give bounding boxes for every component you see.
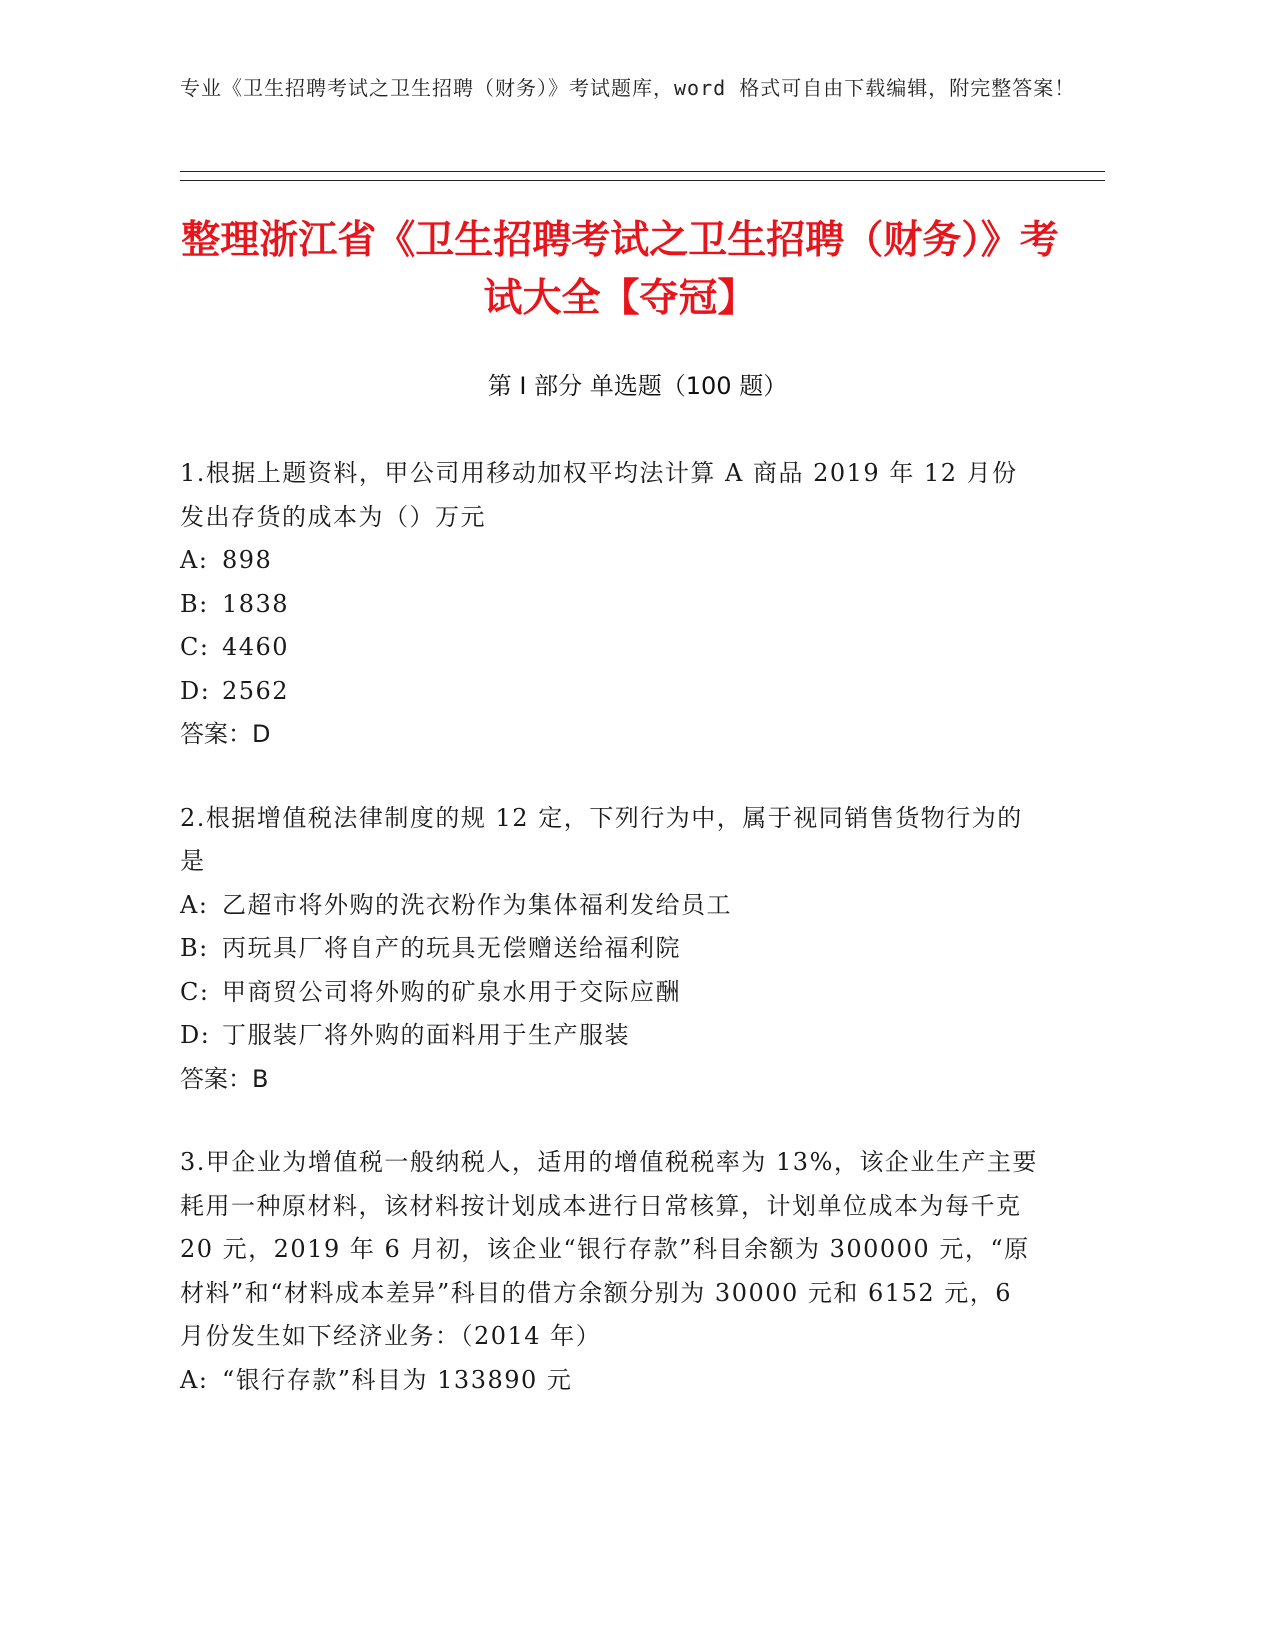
option-text: 甲商贸公司将外购的矿泉水用于交际应酬 [222, 977, 681, 1006]
option-text: 丙玩具厂将自产的玩具无偿赠送给福利院 [222, 934, 681, 962]
option-key: A: [180, 546, 209, 574]
option-b [180, 927, 1040, 971]
option-text: 乙超市将外购的洗衣粉作为集体福利发给员工 [222, 890, 732, 919]
header-rule-top [180, 171, 1105, 172]
option-a [180, 1359, 1040, 1403]
question-list [180, 452, 1040, 1442]
header-note: 专业《卫生招聘考试之卫生招聘（财务）》考试题库，word 格式可自由下载编辑，附完整答案！ [180, 76, 1076, 100]
option-key: D: [180, 676, 211, 705]
option-a [180, 884, 1040, 928]
option-text: “银行存款”科目为 133890 元 [222, 1365, 573, 1394]
option-text: 2562 [222, 676, 290, 705]
option-c [180, 626, 1040, 670]
question-stem: 3.甲企业为增值税一般纳税人，适用的增值税税率为 13%，该企业生产主要耗用一种原材料，该材料按计划成本进行日常核算，计划单位成本为每千克 20 元，2019 年 6 月初，该企业“银行存款”科目余额为 300000 元，“原材料”和“材料成本差异”科目的借方余额分别为 30000 元和 6152 元，6 月份发生如下经济业务：（2014 年） [180, 1148, 1038, 1350]
option-key: C: [180, 633, 210, 661]
option-text: 898 [222, 546, 273, 574]
option-key: D: [180, 1021, 211, 1049]
section-title: 第 I 部分 单选题（100 题） [487, 372, 788, 400]
option-b [180, 583, 1040, 627]
question-3 [180, 1141, 1040, 1402]
header-rule-bottom [180, 180, 1105, 181]
option-text: 丁服装厂将外购的面料用于生产服装 [222, 1021, 630, 1049]
question-1 [180, 452, 1040, 757]
option-key: A: [180, 1365, 209, 1394]
answer-line: 答案：B [180, 1064, 269, 1093]
option-d [180, 1014, 1040, 1058]
option-text: 4460 [222, 633, 290, 661]
question-2 [180, 797, 1040, 1102]
option-key: A: [180, 890, 209, 919]
option-key: B: [180, 934, 209, 962]
answer-line: 答案：D [180, 720, 271, 748]
document-title: 整理浙江省《卫生招聘考试之卫生招聘（财务）》考试大全【夺冠】 [181, 218, 1059, 321]
option-key: C: [180, 977, 210, 1006]
question-stem: 1.根据上题资料，甲公司用移动加权平均法计算 A 商品 2019 年 12 月份发出存货的成本为（）万元 [180, 459, 1018, 531]
question-stem: 2.根据增值税法律制度的规 12 定，下列行为中，属于视同销售货物行为的是 [180, 803, 1023, 875]
option-a [180, 539, 1040, 583]
option-text: 1838 [222, 589, 290, 618]
option-c [180, 971, 1040, 1015]
option-d [180, 670, 1040, 714]
option-key: B: [180, 589, 209, 618]
